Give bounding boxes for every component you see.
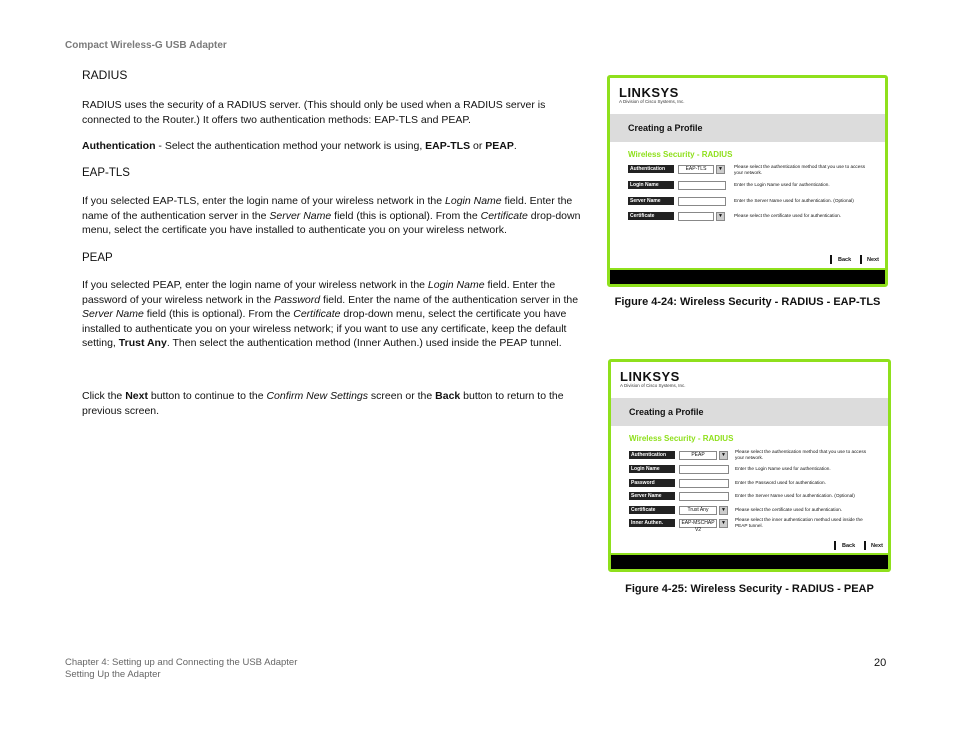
fig1-band-title: Creating a Profile — [628, 123, 703, 133]
fig2-header — [611, 362, 888, 398]
fig2-certificate-select[interactable]: Trust Any — [679, 506, 717, 515]
eaptls-p2: field. Enter the name of the authentication server in the — [82, 195, 573, 222]
fig2-authentication-select[interactable]: PEAP — [679, 451, 717, 460]
running-header: Compact Wireless-G USB Adapter — [65, 40, 227, 51]
eaptls-server-name: Server Name — [269, 209, 332, 222]
fig2-next-button[interactable]: Next — [871, 543, 883, 549]
chevron-down-icon[interactable]: ▼ — [719, 451, 728, 460]
chevron-down-icon[interactable]: ▼ — [716, 212, 725, 221]
fig1-login-name-label: Login Name — [628, 181, 674, 189]
nav-p1: Click the — [82, 390, 126, 402]
auth-text: - Select the authentication method your network is using, — [155, 140, 426, 152]
fig1-back-button[interactable]: Back — [838, 257, 852, 263]
eaptls-login-name: Login Name — [445, 195, 502, 207]
nav-p2: button to continue to the — [147, 390, 267, 402]
auth-label: Authentication — [82, 140, 156, 152]
intro-text: RADIUS uses the security of a RADIUS server. (This should only be used when a RADIUS server is connected to the Router.) It offers two authentication methods: EAP-TLS and PEAP. — [82, 99, 546, 126]
fig1-logo-sub: A Division of Cisco Systems, Inc. — [619, 99, 685, 104]
fig1-server-name-label: Server Name — [628, 197, 674, 205]
fig1-login-name-desc: Enter the Login Name used for authentication. — [734, 182, 830, 187]
eaptls-p3: field (this is optional). From the — [331, 209, 481, 222]
fig1-authentication-select[interactable]: EAP-TLS — [678, 165, 714, 174]
fig1-login-name-input[interactable] — [678, 181, 726, 190]
auth-opt2: PEAP — [485, 140, 514, 152]
peap-login-name: Login Name — [427, 279, 485, 291]
figure-eaptls-caption: Figure 4-24: Wireless Security - RADIUS - EAP-TLS — [614, 296, 881, 308]
fig2-server-name-input[interactable] — [679, 492, 729, 501]
fig1-certificate-label: Certificate — [628, 212, 674, 220]
eaptls-certificate: Certificate — [480, 209, 528, 222]
fig1-header — [610, 78, 885, 114]
fig2-nav-divider — [834, 541, 836, 550]
fig2-password-input[interactable] — [679, 479, 729, 488]
fig2-back-button[interactable]: Back — [842, 543, 856, 549]
eaptls-paragraph — [82, 194, 588, 238]
fig2-server-name-label: Server Name — [629, 492, 675, 500]
fig2-section-title: Wireless Security - RADIUS — [629, 434, 734, 443]
peap-password: Password — [274, 293, 321, 306]
fig1-nav-divider — [860, 255, 862, 264]
fig1-authentication-label: Authentication — [628, 165, 674, 173]
figure-eaptls-screenshot — [607, 75, 888, 287]
footer-section: Setting Up the Adapter — [65, 669, 161, 680]
fig1-certificate-select[interactable] — [678, 212, 714, 221]
fig2-password-label: Password — [629, 479, 675, 487]
fig1-next-button[interactable]: Next — [867, 257, 879, 263]
fig2-certificate-desc: Please select the certificate used for authentication. — [735, 507, 843, 512]
fig1-section-title: Wireless Security - RADIUS — [628, 150, 733, 159]
fig2-title-band — [611, 398, 888, 426]
fig2-login-name-input[interactable] — [679, 465, 729, 474]
authentication-paragraph — [82, 139, 588, 154]
fig2-authentication-label: Authentication — [629, 451, 675, 459]
peap-p3: field. Enter the name of the authentication server in the — [320, 293, 579, 306]
peap-p1: If you selected PEAP, enter the login name of your wireless network in the — [82, 279, 428, 291]
fig2-linksys-logo: LINKSYS — [620, 369, 680, 384]
nav-back: Back — [435, 390, 461, 402]
fig2-authentication-desc: Please select the authentication method that you use to access your network. — [735, 449, 867, 460]
auth-end: . — [513, 140, 517, 152]
nav-p3: screen or the — [368, 390, 436, 402]
chevron-down-icon[interactable]: ▼ — [719, 506, 728, 515]
figure-peap-screenshot — [608, 359, 891, 572]
section-title: RADIUS — [82, 68, 128, 82]
fig2-band-title: Creating a Profile — [629, 407, 704, 417]
nav-next: Next — [125, 390, 148, 402]
fig2-footer-bar — [611, 553, 888, 569]
fig2-login-name-desc: Enter the Login Name used for authentication. — [735, 466, 831, 471]
peap-p6: . Then select the authentication method (Inner Authen.) used inside the PEAP tunnel. — [166, 337, 562, 349]
peap-p5: drop-down menu, select the certificate you have installed to authenticate you on your wireless network; if you want to use any certificate, keep the default setting, — [82, 308, 567, 349]
fig1-linksys-logo: LINKSYS — [619, 85, 679, 100]
footer-chapter: Chapter 4: Setting up and Connecting the USB Adapter — [65, 657, 298, 668]
fig2-inner-authen-label: Inner Authen. — [629, 519, 675, 527]
fig1-server-name-input[interactable] — [678, 197, 726, 206]
fig2-logo-sub: A Division of Cisco Systems, Inc. — [620, 383, 686, 388]
figure-peap-caption: Figure 4-25: Wireless Security - RADIUS - PEAP — [625, 583, 874, 595]
eaptls-p4: drop-down menu, select the certificate you have installed to authenticate you on your wireless network. — [82, 209, 581, 236]
peap-certificate: Certificate — [293, 308, 341, 320]
fig1-authentication-desc: Please select the authentication method that you use to access your network. — [734, 164, 866, 175]
fig2-password-desc: Enter the Password used for authentication. — [735, 480, 826, 485]
auth-or: or — [470, 140, 486, 152]
chevron-down-icon[interactable]: ▼ — [719, 519, 728, 528]
fig2-certificate-label: Certificate — [629, 506, 675, 514]
fig2-inner-authen-select[interactable]: EAP-MSCHAP V2 — [679, 519, 717, 528]
fig2-inner-authen-desc: Please select the inner authentication method used inside the PEAP tunnel. — [735, 517, 863, 528]
nav-confirm: Confirm New Settings — [266, 390, 369, 402]
eaptls-heading: EAP-TLS — [82, 167, 130, 179]
peap-trust-any: Trust Any — [118, 337, 167, 349]
peap-p2: field. Enter the password of your wireless network in the — [82, 279, 556, 306]
fig1-title-band — [610, 114, 885, 142]
fig2-nav-divider — [864, 541, 866, 550]
peap-p4: field (this is optional). From the — [143, 308, 294, 320]
fig1-nav-divider — [830, 255, 832, 264]
fig1-server-name-desc: Enter the Server Name used for authentication. (Optional) — [734, 198, 854, 203]
fig2-login-name-label: Login Name — [629, 465, 675, 473]
auth-opt1: EAP-TLS — [425, 140, 471, 152]
fig1-footer-bar — [610, 268, 885, 284]
peap-server-name: Server Name — [82, 308, 144, 320]
intro-paragraph — [82, 98, 588, 127]
navigation-paragraph — [82, 389, 588, 418]
page-number: 20 — [874, 657, 887, 669]
eaptls-p1: If you selected EAP-TLS, enter the login name of your wireless network in the — [82, 195, 446, 207]
peap-heading: PEAP — [82, 252, 113, 264]
chevron-down-icon[interactable]: ▼ — [716, 165, 725, 174]
nav-p4: button to return to the previous screen. — [82, 390, 564, 417]
fig2-server-name-desc: Enter the Server Name used for authentication. (Optional) — [735, 493, 855, 498]
peap-paragraph — [82, 278, 588, 351]
fig1-certificate-desc: Please select the certificate used for authentication. — [734, 213, 842, 218]
